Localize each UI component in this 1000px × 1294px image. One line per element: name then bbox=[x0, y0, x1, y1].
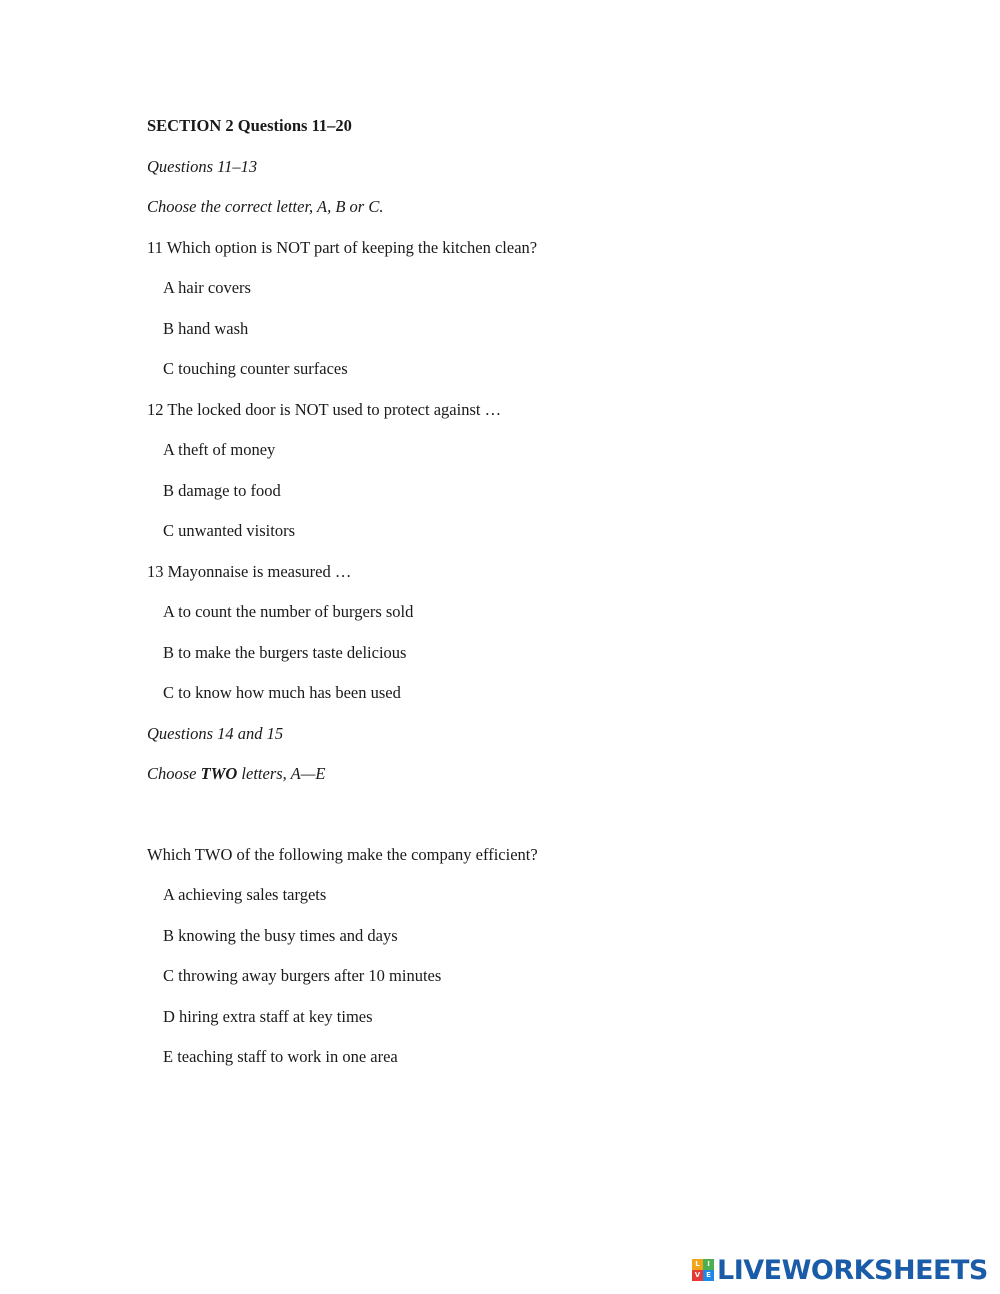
instruction-choose-letter: Choose the correct letter, A, B or C. bbox=[147, 197, 384, 216]
q11-option-b[interactable]: B hand wash bbox=[163, 318, 249, 338]
section-heading: SECTION 2 Questions 11–20 bbox=[147, 116, 352, 135]
q12-option-a[interactable]: A theft of money bbox=[163, 440, 276, 459]
q12-option-b[interactable]: B damage to food bbox=[163, 480, 281, 500]
instruction-suffix: letters, A—E bbox=[237, 764, 326, 783]
liveworksheets-logo bbox=[692, 1255, 988, 1285]
question-14-15: Which TWO of the following make the company efficient? bbox=[147, 844, 538, 864]
logo-mark-icon bbox=[692, 1259, 714, 1281]
worksheet-page bbox=[147, 116, 927, 1088]
logo-mark-v: V bbox=[692, 1270, 703, 1281]
logo-mark-i: I bbox=[703, 1259, 714, 1270]
q14-option-c[interactable]: C throwing away burgers after 10 minutes bbox=[163, 966, 442, 985]
questions-11-13-label: Questions 11–13 bbox=[147, 156, 258, 176]
instruction-choose-two bbox=[147, 764, 927, 784]
instruction-emphasis: TWO bbox=[200, 764, 238, 783]
q14-option-d[interactable]: D hiring extra staff at key times bbox=[163, 1006, 373, 1026]
logo-mark-l: L bbox=[692, 1259, 703, 1270]
spacer bbox=[147, 805, 927, 845]
q14-option-a[interactable]: A achieving sales targets bbox=[163, 885, 327, 904]
q13-option-c[interactable]: C to know how much has been used bbox=[163, 683, 401, 702]
q13-option-b[interactable]: B to make the burgers taste delicious bbox=[163, 642, 407, 662]
q13-option-a[interactable]: A to count the number of burgers sold bbox=[163, 602, 414, 621]
questions-14-15-label: Questions 14 and 15 bbox=[147, 723, 284, 743]
q14-option-e[interactable]: E teaching staff to work in one area bbox=[163, 1047, 398, 1066]
q14-option-b[interactable]: B knowing the busy times and days bbox=[163, 925, 398, 945]
question-13: 13 Mayonnaise is measured … bbox=[147, 561, 352, 581]
logo-text: LIVEWORKSHEETS bbox=[717, 1254, 988, 1286]
q11-option-a[interactable]: A hair covers bbox=[163, 278, 251, 297]
logo-mark-e: E bbox=[703, 1270, 714, 1281]
question-12: 12 The locked door is NOT used to protect against … bbox=[147, 399, 502, 419]
question-11: 11 Which option is NOT part of keeping the kitchen clean? bbox=[147, 237, 538, 257]
q12-option-c[interactable]: C unwanted visitors bbox=[163, 521, 295, 540]
instruction-prefix: Choose bbox=[147, 764, 201, 783]
q11-option-c[interactable]: C touching counter surfaces bbox=[163, 359, 348, 378]
